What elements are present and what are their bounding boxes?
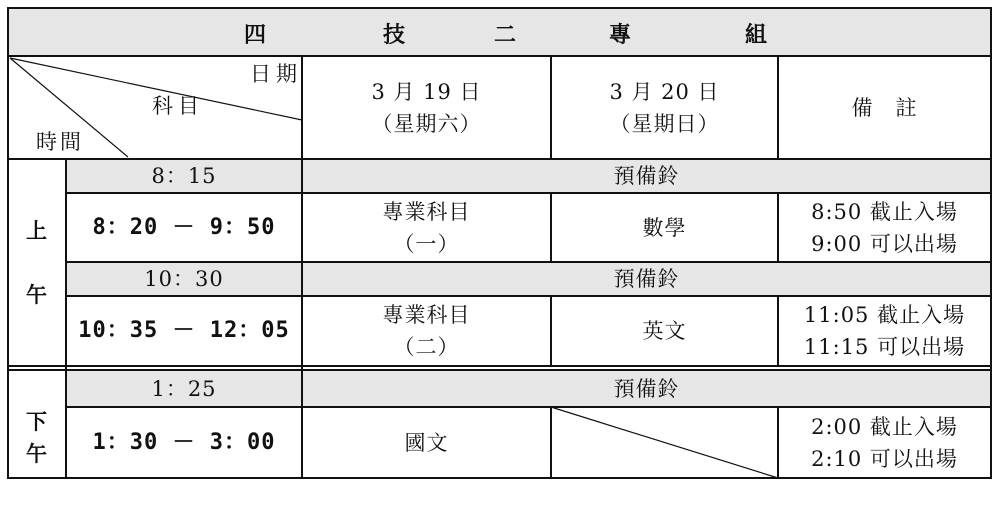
exam-time-1: 8：20 － 9：50 bbox=[92, 214, 276, 240]
note-line: 8:50 截止入場 bbox=[811, 199, 958, 224]
exam-3-day2-empty bbox=[551, 407, 778, 478]
morning-label bbox=[8, 159, 66, 366]
remarks-header: 備 註 bbox=[851, 95, 918, 120]
title-char: 四 bbox=[244, 22, 267, 48]
note-line: 11:15 可以出場 bbox=[803, 335, 966, 359]
note-line: 2:00 截止入場 bbox=[811, 414, 958, 439]
exam-time-2: 10：35 － 12：05 bbox=[78, 318, 290, 343]
corner-time-label: 時間 bbox=[36, 130, 84, 154]
corner-date-label: 日期 bbox=[250, 62, 302, 86]
title-char: 技 bbox=[383, 22, 406, 48]
bell-event-1: 預備鈴 bbox=[613, 164, 680, 188]
subject-line: （二） bbox=[393, 335, 460, 359]
day1-date: 3 月 19 日 bbox=[371, 79, 482, 104]
exam-2-notes bbox=[778, 296, 991, 366]
note-line: 9:00 可以出場 bbox=[811, 231, 958, 256]
afternoon-char: 下 bbox=[26, 409, 48, 434]
title-char: 組 bbox=[745, 22, 768, 48]
title-char: 專 bbox=[609, 22, 632, 48]
morning-char: 上 bbox=[26, 217, 48, 243]
day2-date: 3 月 20 日 bbox=[609, 79, 720, 104]
morning-char: 午 bbox=[26, 281, 48, 307]
day2-weekday: （星期日） bbox=[609, 111, 720, 136]
note-line: 11:05 截止入場 bbox=[803, 303, 966, 327]
exam-1-day1-subject bbox=[302, 193, 551, 262]
bell-time-2: 10：30 bbox=[144, 267, 224, 291]
afternoon-char: 午 bbox=[26, 441, 48, 466]
bell-time-3: 1：25 bbox=[151, 376, 217, 401]
day1-weekday: （星期六） bbox=[371, 111, 482, 136]
subject-line: 專業科目 bbox=[382, 199, 471, 224]
exam-2-day2-subject: 英文 bbox=[642, 319, 687, 343]
exam-2-day1-subject bbox=[302, 296, 551, 366]
title-char: 二 bbox=[494, 22, 517, 48]
subject-line: （一） bbox=[393, 231, 460, 256]
note-line: 2:10 可以出場 bbox=[811, 446, 958, 471]
exam-1-notes bbox=[778, 193, 991, 262]
day1-header bbox=[302, 56, 551, 159]
day2-header bbox=[551, 56, 778, 159]
exam-time-3: 1：30 － 3：00 bbox=[92, 429, 276, 455]
bell-time-1: 8：15 bbox=[151, 164, 217, 188]
subject-line: 專業科目 bbox=[382, 303, 471, 327]
exam-1-day2-subject: 數學 bbox=[642, 215, 687, 240]
title-bar bbox=[8, 18, 991, 50]
exam-3-day1-subject: 國文 bbox=[404, 430, 449, 455]
exam-3-notes bbox=[778, 407, 991, 478]
bell-event-3: 預備鈴 bbox=[613, 376, 680, 401]
bell-event-2: 預備鈴 bbox=[613, 267, 680, 291]
afternoon-label bbox=[8, 370, 66, 478]
corner-subject-label: 科目 bbox=[152, 94, 204, 118]
